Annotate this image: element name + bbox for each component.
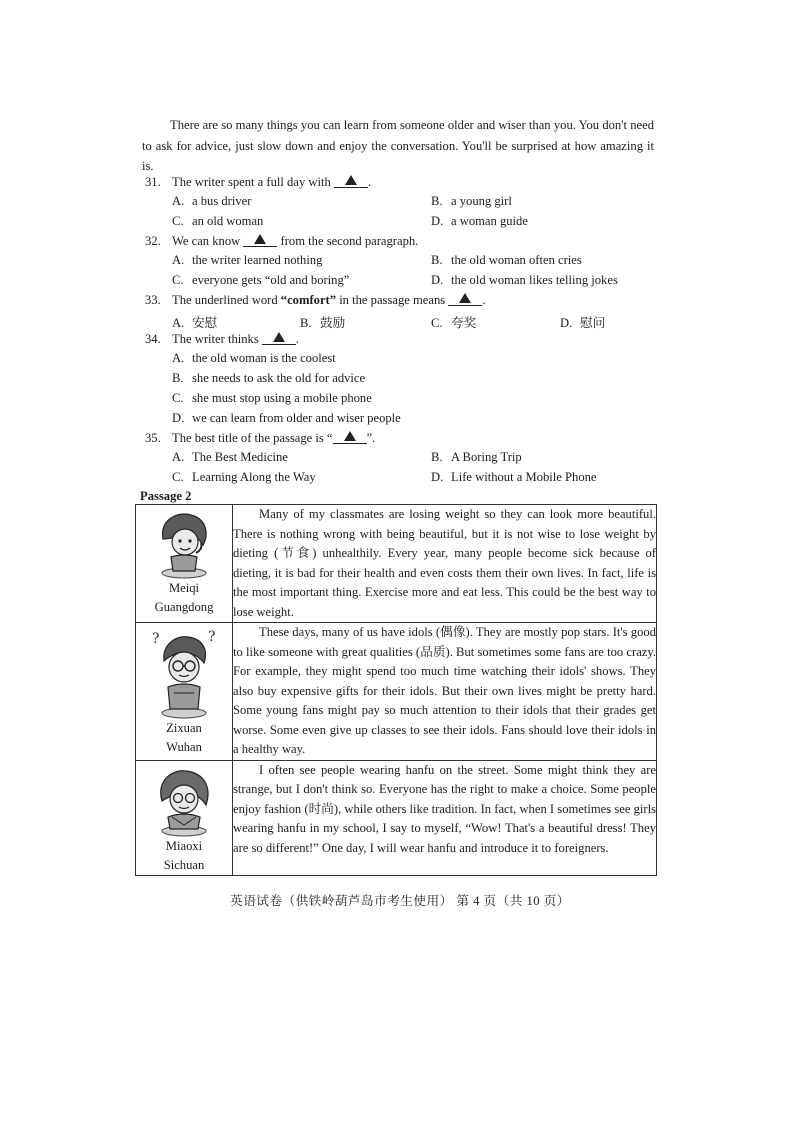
option-letter: D. xyxy=(431,273,444,287)
option-text: we can learn from older and wiser people xyxy=(192,411,401,425)
option-letter: C. xyxy=(431,316,443,330)
writer-text-cell xyxy=(233,760,657,875)
writer-place: Sichuan xyxy=(163,857,205,872)
option-letter: D. xyxy=(560,316,573,330)
option-letter: C. xyxy=(172,470,184,484)
question-stem-end: from the second paragraph. xyxy=(280,234,419,248)
option-33-b[interactable] xyxy=(300,312,345,331)
question-number: 31. xyxy=(145,175,161,189)
option-text: she must stop using a mobile phone xyxy=(192,391,372,405)
option-text: a young girl xyxy=(451,194,512,208)
option-letter: C. xyxy=(172,214,184,228)
question-stem: The best title of the passage is “ xyxy=(172,431,333,445)
question-35 xyxy=(145,430,375,446)
triangle-icon xyxy=(254,234,266,244)
option-34-a[interactable] xyxy=(172,351,336,366)
svg-text:?: ? xyxy=(152,631,160,647)
option-35-c[interactable] xyxy=(172,470,316,485)
option-33-d[interactable] xyxy=(560,312,605,331)
question-31 xyxy=(145,174,371,190)
girl-avatar-icon xyxy=(149,509,219,579)
option-33-c[interactable] xyxy=(431,312,476,331)
table-row xyxy=(136,623,657,761)
option-31-d[interactable] xyxy=(431,214,528,229)
page-footer: 英语试卷（供铁岭葫芦岛市考生使用） 第 4 页（共 10 页） xyxy=(230,894,570,908)
option-34-b[interactable] xyxy=(172,371,365,386)
option-letter: B. xyxy=(300,316,312,330)
writer-name: Zixuan xyxy=(166,721,202,735)
option-letter: A. xyxy=(172,351,185,365)
option-31-a[interactable] xyxy=(172,194,251,209)
writer-paragraph: These days, many of us have idols (偶像). They are mostly pop stars. It's good to like someone with great qualities (品质). But sometimes some fans are too crazy. For example, they might spend too much time watching their idols' shows. They also buy expensive gifts for their idols. But their own lives might be pretty hard. Some young fans might pay so much attention to their idols that their grades get worse. Some even give up classes to see their idols. Fans should love their idols in a healthy way. xyxy=(233,625,656,756)
option-35-d[interactable] xyxy=(431,470,597,485)
answer-blank[interactable] xyxy=(334,174,368,188)
option-text: 慰问 xyxy=(580,316,606,330)
boy-avatar-icon xyxy=(148,627,220,719)
option-text: she needs to ask the old for advice xyxy=(192,371,366,385)
question-stem: We can know xyxy=(172,234,241,248)
option-text: a woman guide xyxy=(451,214,528,228)
writer-place: Guangdong xyxy=(154,600,214,614)
option-text: everyone gets “old and boring” xyxy=(192,273,350,287)
answer-blank[interactable] xyxy=(262,331,296,345)
answer-blank[interactable] xyxy=(448,292,482,306)
option-text: The Best Medicine xyxy=(192,450,288,464)
option-text: Life without a Mobile Phone xyxy=(451,470,597,484)
girl-glasses-avatar-icon xyxy=(148,765,220,837)
option-letter: A. xyxy=(172,253,185,267)
underlined-word: “comfort” xyxy=(280,293,337,307)
option-34-c[interactable] xyxy=(172,391,372,406)
option-letter: C. xyxy=(172,391,184,405)
option-31-c[interactable] xyxy=(172,214,263,229)
writer-name: Meiqi xyxy=(168,581,200,595)
writer-name: Miaoxi xyxy=(165,838,203,853)
question-33 xyxy=(145,292,485,308)
passage-2-table xyxy=(135,504,657,876)
option-text: the old woman often cries xyxy=(451,253,582,267)
answer-blank[interactable] xyxy=(243,233,277,247)
option-text: the old woman is the coolest xyxy=(192,351,336,365)
writer-place: Wuhan xyxy=(166,740,202,754)
question-stem-end: . xyxy=(295,332,300,346)
option-text: A Boring Trip xyxy=(451,450,522,464)
question-34 xyxy=(145,331,299,347)
option-35-b[interactable] xyxy=(431,450,522,465)
option-32-a[interactable] xyxy=(172,253,322,268)
option-letter: A. xyxy=(172,194,185,208)
question-number: 33. xyxy=(145,293,161,307)
triangle-icon xyxy=(344,431,356,441)
passage-2-label: Passage 2 xyxy=(140,489,192,503)
option-text: the writer learned nothing xyxy=(192,253,323,267)
option-35-a[interactable] xyxy=(172,450,288,465)
option-letter: A. xyxy=(172,316,185,330)
option-letter: B. xyxy=(172,371,184,385)
writer-paragraph: I often see people wearing hanfu on the street. Some might think they are strange, but I don't think so. Everyone has the right to make a choice. Some people enjoy fashion (时尚), while others like tradition. In fact, when I sometimes see girls wearing hanfu in my school, I say to myself, “Wow! That's a beautiful dress! They are so different!” One day, I will wear hanfu and introduce it to foreigners. xyxy=(233,762,656,855)
option-34-d[interactable] xyxy=(172,411,401,426)
option-text: 夸奖 xyxy=(451,316,477,330)
triangle-icon xyxy=(459,293,471,303)
question-stem-mid: in the passage means xyxy=(339,293,446,307)
writer-text-cell xyxy=(233,623,657,761)
option-32-c[interactable] xyxy=(172,273,349,288)
intro-paragraph: There are so many things you can learn from someone older and wiser than you. You don't need to ask for advice, just slow down and enjoy the conversation. You'll be surprised at how amazing it is. xyxy=(142,118,654,173)
option-text: a bus driver xyxy=(192,194,252,208)
question-stem: The writer thinks xyxy=(172,332,259,346)
question-32 xyxy=(145,233,418,249)
svg-text:?: ? xyxy=(208,629,216,645)
question-number: 34. xyxy=(145,332,161,346)
answer-blank[interactable] xyxy=(333,430,367,444)
option-text: the old woman likes telling jokes xyxy=(451,273,618,287)
triangle-icon xyxy=(345,175,357,185)
option-32-d[interactable] xyxy=(431,273,618,288)
writer-cell xyxy=(136,505,233,623)
option-text: an old woman xyxy=(192,214,264,228)
option-letter: D. xyxy=(172,411,185,425)
option-letter: C. xyxy=(172,273,184,287)
option-letter: D. xyxy=(431,214,444,228)
question-stem-end: ”. xyxy=(366,431,376,445)
option-31-b[interactable] xyxy=(431,194,512,209)
option-letter: B. xyxy=(431,450,443,464)
option-text: Learning Along the Way xyxy=(192,470,316,484)
option-text: 鼓励 xyxy=(320,316,346,330)
option-text: 安慰 xyxy=(192,316,218,330)
option-letter: D. xyxy=(431,470,444,484)
question-number: 35. xyxy=(145,431,161,445)
table-row xyxy=(136,505,657,623)
option-33-a[interactable] xyxy=(172,312,217,331)
writer-cell xyxy=(136,623,233,761)
question-stem: The underlined word xyxy=(172,293,278,307)
option-32-b[interactable] xyxy=(431,253,582,268)
option-letter: B. xyxy=(431,253,443,267)
writer-paragraph: Many of my classmates are losing weight so they can look more beautiful. There is nothing wrong with being beautiful, but it is not wise to lose weight by dieting (节食) unhealthily. Every year, many people become sick because of dieting, it is bad for their health and even costs them their own lives. In fact, life is the most important thing. Exercise more and eat less. This could be the best way to lose weight. xyxy=(233,507,656,619)
question-stem: The writer spent a full day with xyxy=(172,175,331,189)
option-letter: A. xyxy=(172,450,185,464)
option-letter: B. xyxy=(431,194,443,208)
writer-cell xyxy=(136,760,233,875)
writer-text-cell xyxy=(233,505,657,623)
triangle-icon xyxy=(273,332,285,342)
table-row xyxy=(136,760,657,875)
question-stem-end: . xyxy=(367,175,372,189)
question-stem-end: . xyxy=(482,293,486,307)
question-number: 32. xyxy=(145,234,161,248)
